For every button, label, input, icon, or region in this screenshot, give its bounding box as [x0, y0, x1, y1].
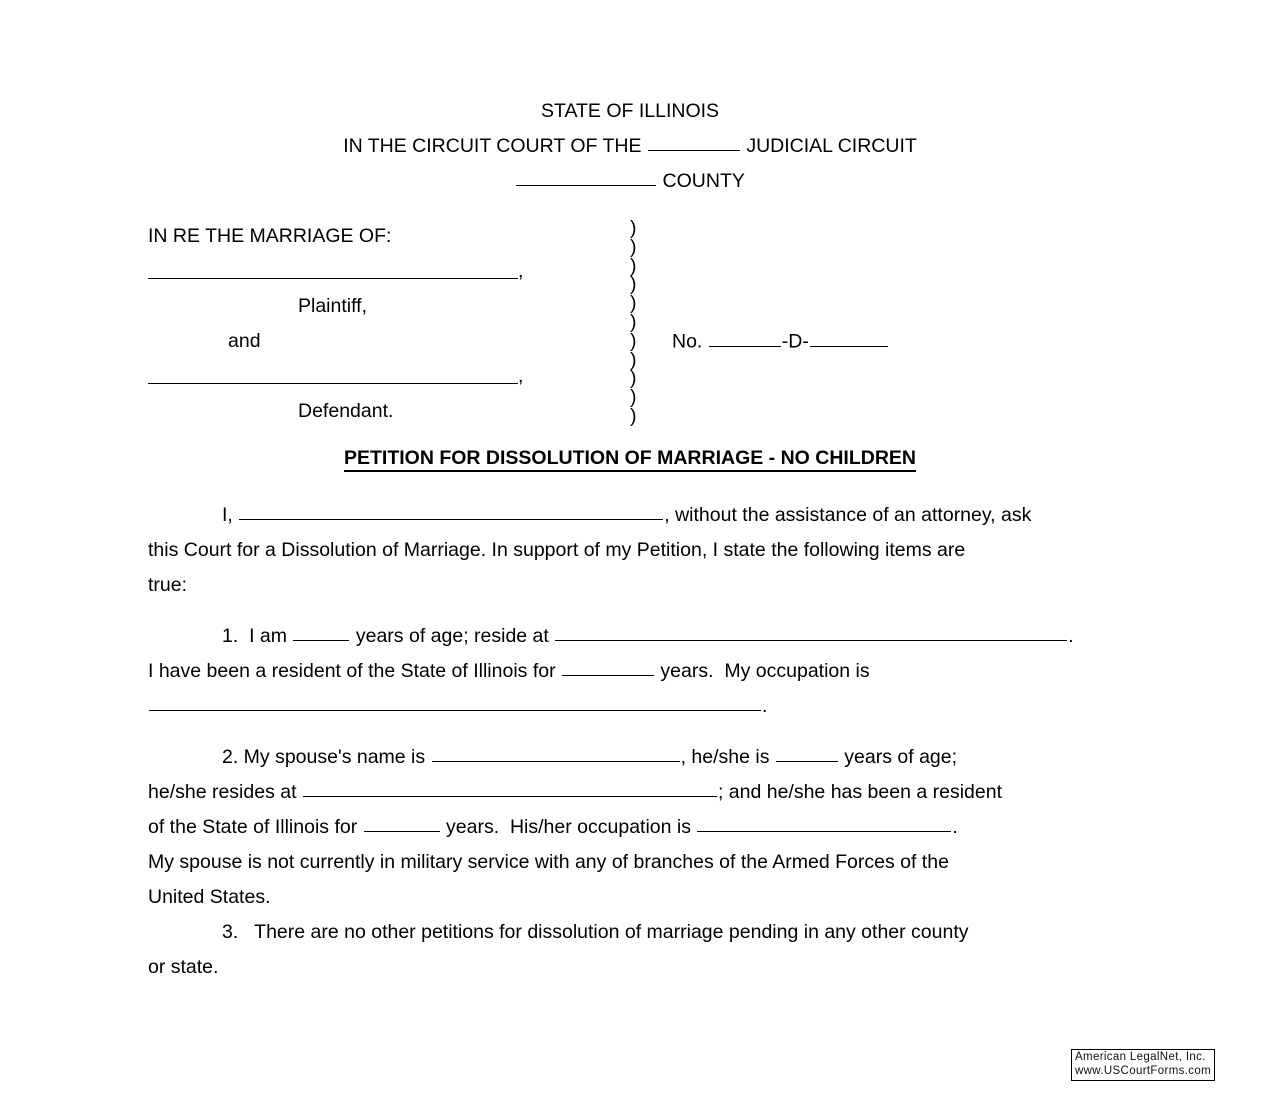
- document-body: [148, 498, 1116, 985]
- caption-paren-column: [630, 219, 637, 426]
- state-text: STATE OF ILLINOIS: [540, 100, 720, 122]
- item-2-mid: , he/she is: [680, 746, 775, 768]
- petitioner-residency-years-blank[interactable]: [562, 656, 654, 676]
- item-3-line-1: [148, 915, 1116, 950]
- item-2-prefix: 2. My spouse's name is: [222, 746, 431, 768]
- legalnet-company: American LegalNet, Inc.: [1075, 1051, 1206, 1063]
- item-2-line-5: [148, 880, 1116, 915]
- spouse-address-blank[interactable]: [303, 777, 717, 797]
- case-number-middle: -D-: [781, 330, 809, 353]
- item-2-residency-mid: years. His/her occupation is: [440, 816, 697, 838]
- item-2-residency-period: .: [952, 816, 958, 838]
- defendant-name-blank[interactable]: [148, 366, 518, 384]
- item-2-address-suffix: ; and he/she has been a resident: [717, 781, 1002, 803]
- item-1-line-2: [148, 654, 1116, 689]
- state-line: [148, 94, 1112, 129]
- item-1-residency-prefix: I have been a resident of the State of Illinois for: [148, 660, 562, 682]
- intro-paragraph: [148, 498, 1116, 603]
- intro-line-2-text: this Court for a Dissolution of Marriage. In support of my Petition, I state the following items are: [148, 539, 966, 561]
- item-2-residency-prefix: of the State of Illinois for: [148, 816, 363, 838]
- item-2-suffix: years of age;: [838, 746, 958, 768]
- in-re-label: IN RE THE MARRIAGE OF:: [148, 225, 392, 247]
- caption-paren: ): [630, 367, 637, 390]
- petitioner-occupation-blank[interactable]: [149, 691, 761, 711]
- plaintiff-name-blank[interactable]: [148, 261, 518, 279]
- item-2-military-text: My spouse is not currently in military service with any of branches of the Armed Forces of the: [148, 851, 949, 873]
- spouse-occupation-blank[interactable]: [697, 812, 951, 832]
- spouse-age-blank[interactable]: [776, 742, 838, 762]
- item-1: [148, 619, 1116, 724]
- document-title-text: PETITION FOR DISSOLUTION OF MARRIAGE - NO CHILDREN: [344, 447, 916, 472]
- county-name-blank[interactable]: [516, 166, 656, 186]
- item-2-address-prefix: he/she resides at: [148, 781, 302, 803]
- item-1-residency-suffix: years. My occupation is: [655, 660, 870, 682]
- item-3: [148, 915, 1116, 985]
- caption-paren: ): [630, 329, 637, 352]
- plaintiff-role-line: [148, 289, 618, 324]
- case-number-line: [672, 327, 889, 354]
- intro-suffix: , without the assistance of an attorney, ask: [664, 504, 1032, 526]
- item-3-line-2: [148, 950, 1116, 985]
- circuit-number-blank[interactable]: [648, 131, 740, 151]
- plaintiff-label: Plaintiff,: [298, 295, 368, 317]
- caption-paren: ): [630, 217, 637, 239]
- legalnet-stamp: [1071, 1049, 1215, 1081]
- item-2: [148, 740, 1116, 915]
- caption-parties: [148, 219, 618, 429]
- intro-line-2: [148, 533, 1116, 568]
- item-3-text: 3. There are no other petitions for dissolution of marriage pending in any other county: [222, 921, 969, 943]
- caption-paren: ): [630, 273, 637, 296]
- item-2-military-text-cont: United States.: [148, 886, 271, 908]
- item-2-line-4: [148, 845, 1116, 880]
- defendant-role-line: [148, 394, 618, 429]
- legalnet-website: www.USCourtForms.com: [1075, 1064, 1212, 1077]
- item-1-line-1: [148, 619, 1116, 654]
- petitioner-name-blank[interactable]: [239, 500, 663, 520]
- case-number-sequence-blank[interactable]: [810, 327, 888, 347]
- item-1-line-3: [148, 689, 1116, 724]
- item-1-prefix: 1. I am: [222, 625, 293, 647]
- caption-paren: ): [630, 348, 637, 371]
- petitioner-age-blank[interactable]: [293, 621, 349, 641]
- document-title: [148, 447, 1112, 470]
- in-re-line: [148, 219, 618, 254]
- item-2-line-2: [148, 775, 1116, 810]
- court-heading: [148, 94, 1112, 199]
- item-1-mid: years of age; reside at: [350, 625, 555, 647]
- item-1-line-3-period: .: [762, 695, 768, 717]
- defendant-label: Defendant.: [298, 400, 394, 422]
- county-line: [148, 164, 1112, 199]
- circuit-prefix: IN THE CIRCUIT COURT OF THE: [343, 135, 647, 157]
- caption-paren: ): [630, 386, 637, 409]
- caption-paren: ): [630, 310, 637, 333]
- county-suffix: COUNTY: [657, 170, 745, 192]
- item-2-line-3: [148, 810, 1116, 845]
- caption-paren: ): [630, 404, 637, 427]
- intro-line-3-text: true:: [148, 574, 188, 596]
- item-2-line-1: [148, 740, 1116, 775]
- case-number-year-blank[interactable]: [709, 327, 781, 347]
- circuit-suffix: JUDICIAL CIRCUIT: [740, 135, 917, 157]
- circuit-line: [148, 129, 1112, 164]
- plaintiff-name-line: [148, 254, 618, 289]
- item-3-text-cont: or state.: [148, 956, 219, 978]
- intro-prefix: I,: [222, 504, 239, 526]
- defendant-name-line: [148, 359, 618, 394]
- caption-paren: ): [630, 254, 637, 277]
- intro-line-1: [148, 498, 1116, 533]
- and-label: and: [228, 330, 261, 352]
- caption-paren: ): [630, 235, 637, 258]
- item-1-period: .: [1068, 625, 1074, 647]
- plaintiff-comma: ,: [518, 260, 524, 282]
- case-caption: [148, 217, 1112, 427]
- intro-line-3: [148, 568, 1116, 603]
- spouse-residency-years-blank[interactable]: [364, 812, 440, 832]
- case-number-prefix: No.: [672, 330, 708, 353]
- caption-paren: ): [630, 292, 637, 315]
- defendant-comma: ,: [518, 365, 524, 387]
- spouse-name-blank[interactable]: [432, 742, 680, 762]
- and-line: [148, 324, 618, 359]
- petitioner-address-blank[interactable]: [555, 621, 1067, 641]
